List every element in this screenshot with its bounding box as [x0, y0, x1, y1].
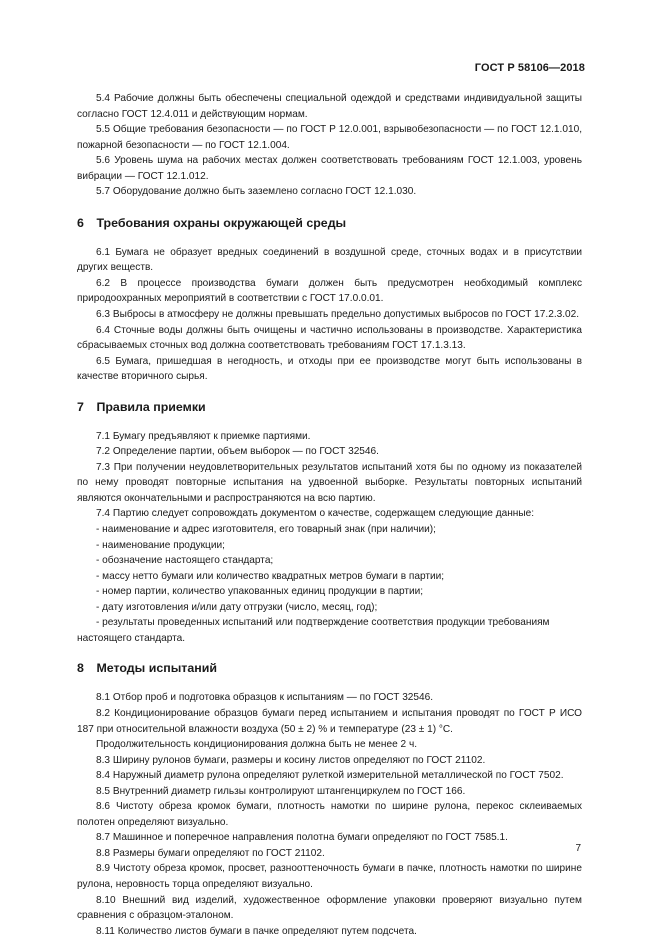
section-6-number: 6	[77, 215, 84, 230]
paragraph-7-2: 7.2 Определение партии, объем выборок — по ГОСТ 32546.	[96, 446, 379, 458]
paragraph-5-4: 5.4 Рабочие должны быть обеспечены специальной одеждой и средствами индивидуальной защиты согласно ГОСТ 12.4.011 и действующим нормам.	[77, 93, 582, 120]
paragraph-8-10: 8.10 Внешний вид изделий, художественное оформление упаковки проверяют визуально путем сравнения с образцом-эталоном.	[77, 894, 582, 922]
list-item: - наименование продукции;	[96, 539, 225, 551]
paragraph-6-2: 6.2 В процессе производства бумаги должен быть предусмотрен необходимый комплекс природоохранных мероприятий в соответствии с ГОСТ 17.0.0.01.	[77, 277, 582, 305]
paragraph-6-4: 6.4 Сточные воды должны быть очищены и частично использованы в производстве. Характеристика сбрасываемых сточных вод должна соответствовать требованиям ГОСТ 17.1.3.13.	[77, 324, 582, 352]
page-body	[77, 91, 582, 939]
section-8-title: Методы испытаний	[96, 661, 217, 676]
paragraph-8-8: 8.8 Размеры бумаги определяют по ГОСТ 21102.	[96, 847, 325, 859]
paragraph-8-5: 8.5 Внутренний диаметр гильзы контролируют штангенциркулем по ГОСТ 166.	[96, 785, 466, 797]
document-code: ГОСТ Р 58106—2018	[474, 62, 585, 74]
page-number: 7	[575, 843, 581, 854]
paragraph-6-5: 6.5 Бумага, пришедшая в негодность, и отходы при ее производстве могут быть использованы в качестве вторичного сырья.	[77, 355, 582, 383]
paragraph-8-7: 8.7 Машинное и поперечное направления полотна бумаги определяют по ГОСТ 7585.1.	[96, 832, 508, 844]
paragraph-8-9: 8.9 Чистоту обреза кромок, просвет, разнооттеночность бумаги в пачке, плотность намотки по ширине рулона, неровность торца определяют визуально.	[77, 863, 582, 890]
section-6-title: Требования охраны окружающей среды	[96, 215, 347, 230]
paragraph-7-4: 7.4 Партию следует сопровождать документом о качестве, содержащем следующие данные:	[96, 508, 535, 520]
paragraph-5-6: 5.6 Уровень шума на рабочих местах должен соответствовать требованиям ГОСТ 12.1.003, уровень вибрации — ГОСТ 12.1.012.	[77, 155, 582, 182]
paragraph-5-5: 5.5 Общие требования безопасности — по ГОСТ Р 12.0.001, взрывобезопасности — по ГОСТ 12.1.010, пожарной безопасности — по ГОСТ 12.1.004.	[77, 124, 582, 151]
paragraph-8-4: 8.4 Наружный диаметр рулона определяют рулеткой измерительной металлической по ГОСТ 7502.	[96, 770, 564, 782]
list-item: - массу нетто бумаги или количество квадратных метров бумаги в партии;	[96, 570, 445, 582]
list-item: - обозначение настоящего стандарта;	[96, 555, 274, 567]
section-7-heading	[77, 398, 582, 416]
paragraph-8-6: 8.6 Чистоту обреза кромок бумаги, плотность намотки по ширине рулона, перекос склеиваемых полотен определяют визуально.	[77, 801, 582, 828]
list-item: - номер партии, количество упакованных единиц продукции в партии;	[96, 586, 424, 598]
paragraph-8-1: 8.1 Отбор проб и подготовка образцов к испытаниям — по ГОСТ 32546.	[96, 692, 434, 704]
list-item: - наименование и адрес изготовителя, его товарный знак (при наличии);	[96, 524, 436, 536]
paragraph-6-1: 6.1 Бумага не образует вредных соединений в воздушной среде, сточных водах и в присутствии других веществ.	[77, 246, 582, 274]
section-6-heading	[77, 214, 582, 232]
section-7-number: 7	[77, 399, 84, 414]
paragraph-6-3: 6.3 Выбросы в атмосферу не должны превышать предельно допустимых выбросов по ГОСТ 17.2.3.02.	[96, 309, 580, 321]
list-item: - результаты проведенных испытаний или подтверждение соответствия продукции требованиям настоящего стандарта.	[77, 617, 550, 644]
list-item: - дату изготовления и/или дату отгрузки (число, месяц, год);	[96, 601, 378, 613]
paragraph-8-2: 8.2 Кондиционирование образцов бумаги перед испытанием и испытания проводят по ГОСТ Р ИСО 187 при относительной влажности воздуха (50 ± 2) % и температуре (23 ± 1) °С.	[77, 707, 582, 735]
paragraph-8-2-duration: Продолжительность кондиционирования должна быть не менее 2 ч.	[96, 739, 418, 751]
paragraph-5-7: 5.7 Оборудование должно быть заземлено согласно ГОСТ 12.1.030.	[96, 186, 417, 198]
paragraph-8-11: 8.11 Количество листов бумаги в пачке определяют путем подсчета.	[96, 925, 417, 937]
section-7-title: Правила приемки	[96, 399, 206, 414]
paragraph-8-3: 8.3 Ширину рулонов бумаги, размеры и косину листов определяют по ГОСТ 21102.	[96, 754, 486, 766]
section-8-heading	[77, 659, 582, 677]
paragraph-7-1: 7.1 Бумагу предъявляют к приемке партиями.	[96, 430, 311, 442]
section-8-number: 8	[77, 661, 84, 676]
paragraph-7-3: 7.3 При получении неудовлетворительных результатов испытаний хотя бы по одному из показателей по нему проводят повторные испытания на удвоенной выборке. Результаты повторных испытаний являются окончательными и распространяются на всю партию.	[77, 461, 582, 504]
